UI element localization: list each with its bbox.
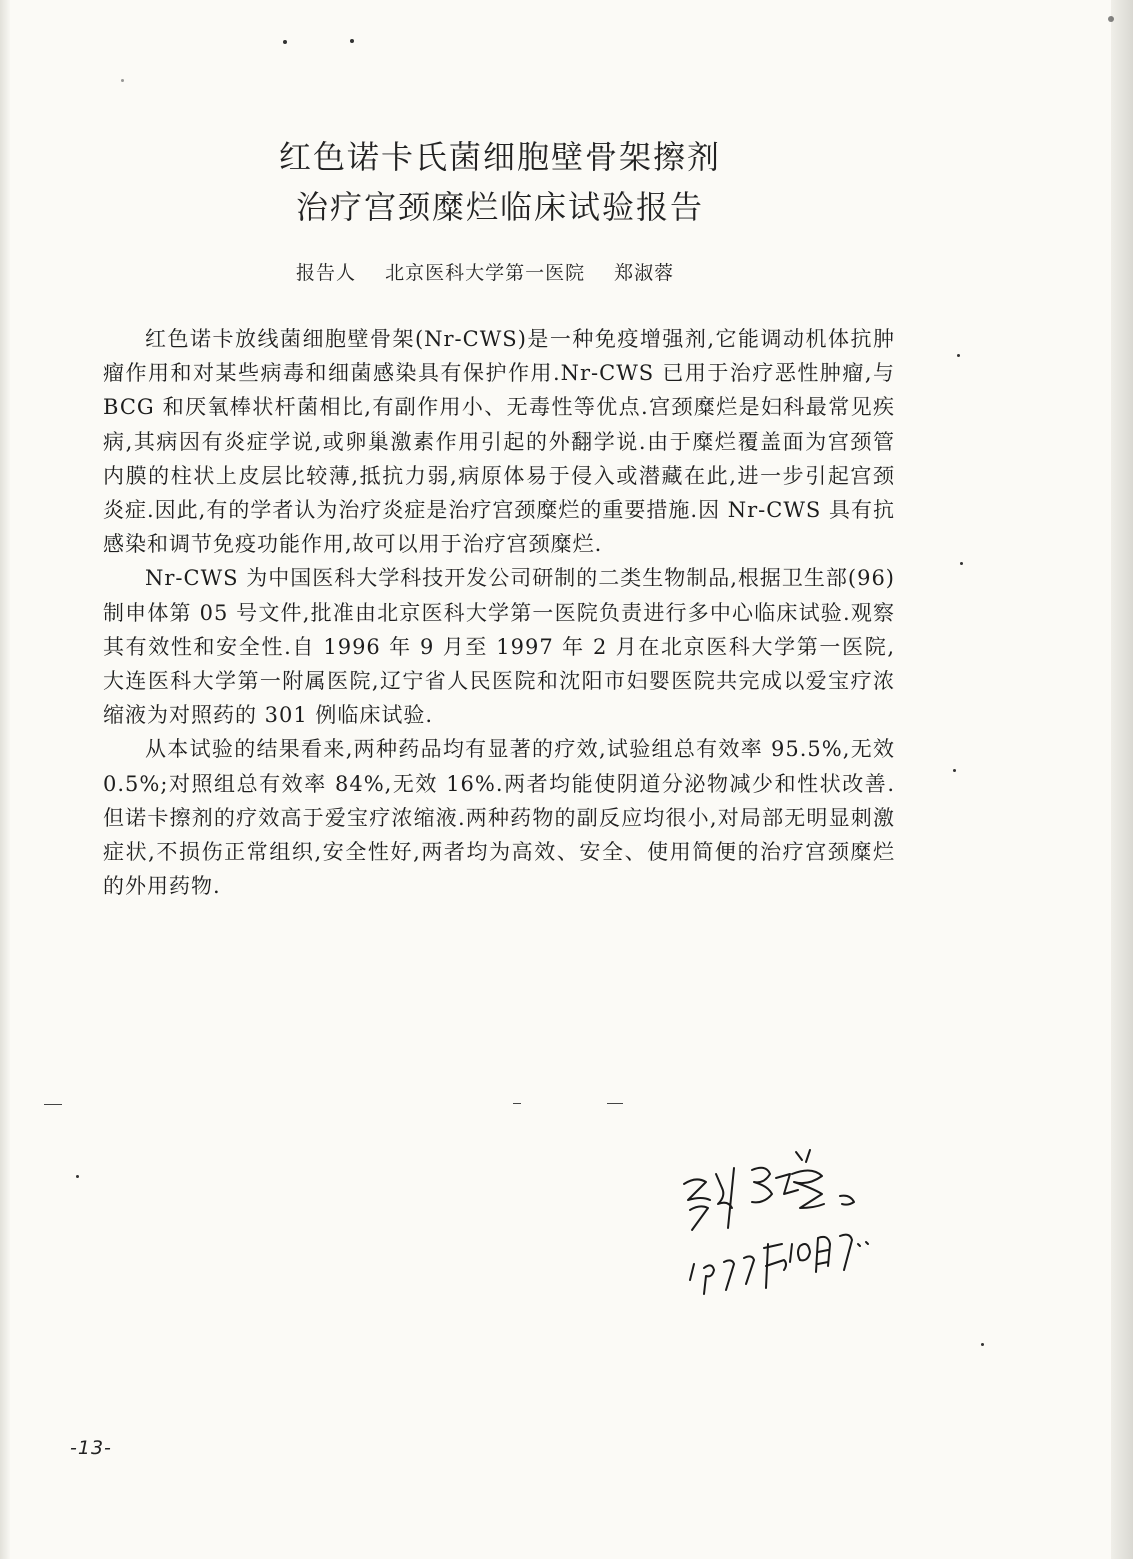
scan-edge-right bbox=[1111, 0, 1133, 1559]
author-role: 报告人 bbox=[296, 262, 357, 284]
scan-speck bbox=[76, 1175, 79, 1178]
scan-speck bbox=[121, 79, 124, 82]
scan-speck bbox=[283, 40, 287, 44]
title-line-2: 治疗宫颈糜烂临床试验报告 bbox=[295, 188, 704, 226]
scan-speck bbox=[1108, 16, 1114, 22]
paragraph-trial-design: Nr-CWS 为中国医科大学科技开发公司研制的二类生物制品,根据卫生部(96)制申体第 05 号文件,批准由北京医科大学第一医院负责进行多中心临床试验.观察其有效性和安全性.自 1996 年 9 月至 1997 年 2 月在北京医科大学第一医院,大连医科大学第一附属医院,辽宁省人民医院和沈阳市妇婴医院共完成以爱宝疗浓缩液为对照药的 301 例临床试验. bbox=[103, 566, 896, 728]
author-line bbox=[296, 258, 696, 285]
paragraph-intro: 红色诺卡放线菌细胞壁骨架(Nr-CWS)是一种免疫增强剂,它能调动机体抗肿瘤作用和对某些病毒和细菌感染具有保护作用.Nr-CWS 已用于治疗恶性肿瘤,与 BCG 和厌氧棒状杆菌相比,有副作用小、无毒性等优点.宫颈糜烂是妇科最常见疾病,其病因有炎症学说,或卵巢激素作用引起的外翻学说.由于糜烂覆盖面为宫颈管内膜的柱状上皮层比较薄,抵抗力弱,病原体易于侵入或潜藏在此,进一步引起宫颈炎症.因此,有的学者认为治疗炎症是治疗宫颈糜烂的重要措施.因 Nr-CWS 具有抗感染和调节免疫功能作用,故可以用于治疗宫颈糜烂. bbox=[103, 327, 895, 557]
document-title bbox=[0, 132, 1000, 232]
paragraph-results: 从本试验的结果看来,两种药品均有显著的疗效,试验组总有效率 95.5%,无效 0.5%;对照组总有效率 84%,无效 16%.两者均能使阴道分泌物减少和性状改善.但诺卡擦剂的疗效高于爱宝疗浓缩液.两种药物的副反应均很小,对局部无明显刺激症状,不损伤正常组织,安全性好,两者均为高效、安全、使用简便的治疗宫颈糜烂的外用药物. bbox=[103, 737, 895, 899]
scan-mark bbox=[513, 1103, 521, 1104]
report-body bbox=[103, 322, 895, 903]
title-line-1: 红色诺卡氏菌细胞壁骨架擦剂 bbox=[278, 138, 721, 176]
author-name: 郑淑蓉 bbox=[614, 262, 675, 284]
scan-speck bbox=[350, 39, 354, 43]
scan-speck bbox=[981, 1343, 984, 1346]
scan-speck bbox=[953, 769, 956, 772]
scan-edge-left bbox=[0, 0, 10, 1559]
author-institution: 北京医科大学第一医院 bbox=[385, 262, 586, 284]
scan-mark bbox=[44, 1104, 62, 1105]
scan-speck bbox=[960, 562, 963, 565]
scan-mark bbox=[607, 1103, 623, 1104]
handwritten-signature bbox=[672, 1140, 882, 1310]
page-number: -13- bbox=[70, 1437, 112, 1459]
scan-speck bbox=[957, 354, 960, 357]
